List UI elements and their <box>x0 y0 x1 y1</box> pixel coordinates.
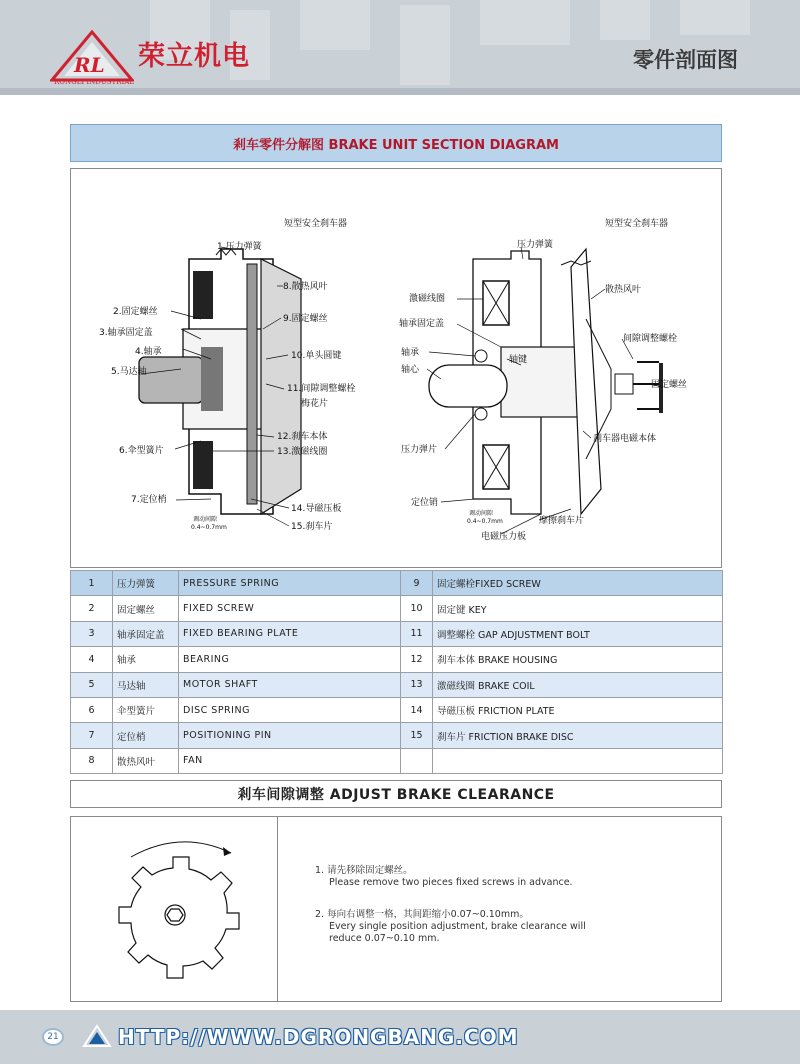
page-number: 21 <box>42 1028 64 1046</box>
label-coil: 13.激磁线圈 <box>277 447 328 457</box>
label-bearing-cover: 3.轴承固定盖 <box>99 328 153 338</box>
part-description-right <box>433 748 723 773</box>
left-gap-value: 0.4~0.7mm <box>191 524 227 531</box>
part-name-en: DISC SPRING <box>179 697 401 722</box>
label-key: 10.单头圆键 <box>291 351 342 361</box>
label-pressure-spring: 1.压力弹簧 <box>217 242 262 252</box>
part-name-en: FIXED BEARING PLATE <box>179 621 401 646</box>
label-fan: 8.散热风叶 <box>283 282 328 292</box>
part-description-right: 刹车本体 BRAKE HOUSING <box>433 647 723 672</box>
part-name-en: FIXED SCREW <box>179 596 401 621</box>
part-name-cn: 定位梢 <box>113 723 179 748</box>
label-disc-spring: 6.伞型簧片 <box>119 446 164 456</box>
part-number-right: 15 <box>401 723 433 748</box>
part-number-right: 12 <box>401 647 433 672</box>
rotate-arrow-icon <box>223 847 231 856</box>
label-fixed-screw: 2.固定螺丝 <box>113 307 158 317</box>
label-r-pin: 定位销 <box>411 498 439 508</box>
label-r-brake-body: 刹车器电磁本体 <box>593 434 657 444</box>
label-r-gap-bolt: 间隙调整螺栓 <box>623 334 678 344</box>
part-number-right: 10 <box>401 596 433 621</box>
part-number-right: 13 <box>401 672 433 697</box>
page-header <box>0 0 800 95</box>
hex-hole <box>167 909 183 921</box>
part-number-left: 6 <box>71 697 113 722</box>
part-name-cn: 压力弹簧 <box>113 571 179 596</box>
section-drawings <box>71 169 721 567</box>
label-r-fixed-screw: 固定螺丝 <box>651 380 688 390</box>
label-gap-bolt: 11.间隙调整螺栓 <box>287 384 356 394</box>
label-r-fan: 散热风叶 <box>605 285 642 295</box>
part-name-en: PRESSURE SPRING <box>179 571 401 596</box>
part-description-right: 固定键 KEY <box>433 596 723 621</box>
part-description-right: 固定螺栓FIXED SCREW <box>433 571 723 596</box>
label-plum-plate: 梅花片 <box>301 399 329 409</box>
adjust-clearance-panel <box>70 816 722 1002</box>
page-footer <box>0 1010 800 1064</box>
table-row <box>71 621 723 646</box>
table-row <box>71 596 723 621</box>
table-row <box>71 571 723 596</box>
part-name-cn: 马达轴 <box>113 672 179 697</box>
part-name-cn: 伞型簧片 <box>113 697 179 722</box>
label-r-friction-disc: 摩擦刹车片 <box>539 516 585 526</box>
part-name-cn: 轴承 <box>113 647 179 672</box>
section-title-bar <box>70 124 722 162</box>
part-name-en: POSITIONING PIN <box>179 723 401 748</box>
brake-section-diagram <box>70 168 722 568</box>
company-name: 荣立机电 <box>138 41 250 72</box>
table-row <box>71 748 723 773</box>
coil-upper <box>193 271 213 319</box>
company-english-name: RONGLI INDUSTRIAL <box>54 78 134 86</box>
label-r-pressure-plate: 压力弹片 <box>401 445 438 455</box>
step1-chinese: 1. 请先移除固定螺丝。 <box>315 865 413 876</box>
part-number-left: 3 <box>71 621 113 646</box>
friction-disc-r <box>571 249 601 514</box>
part-description-right: 刹车片 FRICTION BRAKE DISC <box>433 723 723 748</box>
adjust-divider <box>277 817 278 1001</box>
step2-chinese: 2. 每向右调整一格，其间距缩小0.07~0.10mm。 <box>315 909 529 920</box>
website-url[interactable]: HTTP://WWW.DGRONGBANG.COM <box>118 1025 519 1049</box>
step2-english-line2: reduce 0.07~0.10 mm. <box>329 933 440 944</box>
table-row <box>71 723 723 748</box>
logo-mark: RL <box>74 53 105 77</box>
right-gap-label: 调动间隙 <box>469 510 494 517</box>
table-row <box>71 647 723 672</box>
adjust-step-2 <box>315 909 586 945</box>
left-section-drawing <box>99 217 355 532</box>
adjust-clearance-header <box>70 780 722 808</box>
label-friction-plate: 14.导磁压板 <box>291 504 342 514</box>
rongli-logo <box>50 30 134 82</box>
right-gap-value: 0.4~0.7mm <box>467 518 503 525</box>
left-gap-label: 调动间隙 <box>193 516 218 523</box>
footer-logo-icon <box>82 1024 112 1048</box>
label-r-key: 轴键 <box>509 355 528 365</box>
label-fixed-screw-9: 9.固定螺丝 <box>283 314 328 324</box>
motor-shaft <box>139 357 203 403</box>
label-r-bearing-cover: 轴承固定盖 <box>399 319 445 329</box>
part-number-left: 4 <box>71 647 113 672</box>
part-number-right <box>401 748 433 773</box>
right-diagram-title: 短型安全刹车器 <box>605 219 669 229</box>
part-number-left: 2 <box>71 596 113 621</box>
part-name-en: BEARING <box>179 647 401 672</box>
right-section-drawing <box>399 217 687 542</box>
part-name-en: MOTOR SHAFT <box>179 672 401 697</box>
adjustment-wheel-icon <box>111 829 251 989</box>
label-brake-body: 12.刹车本体 <box>277 432 328 442</box>
step1-english: Please remove two pieces fixed screws in advance. <box>329 877 573 888</box>
label-r-pressure-board: 电磁压力板 <box>481 532 527 542</box>
label-brake-disc: 15.刹车片 <box>291 522 333 532</box>
label-r-coil: 激磁线圈 <box>409 294 446 304</box>
part-number-left: 7 <box>71 723 113 748</box>
part-number-right: 9 <box>401 571 433 596</box>
table-row <box>71 697 723 722</box>
adjust-clearance-title: 剎车间隙调整 ADJUST BRAKE CLEARANCE <box>237 787 555 803</box>
part-number-right: 11 <box>401 621 433 646</box>
part-name-en: FAN <box>179 748 401 773</box>
label-pin: 7.定位梢 <box>131 495 167 505</box>
part-number-left: 5 <box>71 672 113 697</box>
part-description-right: 导磁压板 FRICTION PLATE <box>433 697 723 722</box>
label-r-bearing: 轴承 <box>401 348 420 358</box>
friction-plate <box>247 264 257 504</box>
label-r-pressure-spring: 压力弹簧 <box>517 240 554 250</box>
label-motor-shaft: 5.马达轴 <box>111 367 147 377</box>
section-title: 剎车零件分解图 BRAKE UNIT SECTION DIAGRAM <box>233 137 559 153</box>
coil-lower <box>193 441 213 489</box>
step2-english-line1: Every single position adjustment, brake clearance will <box>329 921 586 932</box>
table-row <box>71 672 723 697</box>
part-name-cn: 散热风叶 <box>113 748 179 773</box>
part-number-right: 14 <box>401 697 433 722</box>
part-number-left: 1 <box>71 571 113 596</box>
part-name-cn: 轴承固定盖 <box>113 621 179 646</box>
left-diagram-title: 短型安全刹车器 <box>284 219 348 229</box>
adjust-step-1 <box>315 865 573 889</box>
label-bearing: 4.轴承 <box>135 347 162 357</box>
page-heading: 零件剖面图 <box>633 48 738 72</box>
part-description-right: 激磁线圈 BRAKE COIL <box>433 672 723 697</box>
shaft-r <box>429 365 507 407</box>
part-description-right: 调整螺栓 GAP ADJUSTMENT BOLT <box>433 621 723 646</box>
part-number-left: 8 <box>71 748 113 773</box>
label-r-shaft: 轴心 <box>401 365 420 375</box>
part-name-cn: 固定螺丝 <box>113 596 179 621</box>
parts-table <box>70 570 723 774</box>
